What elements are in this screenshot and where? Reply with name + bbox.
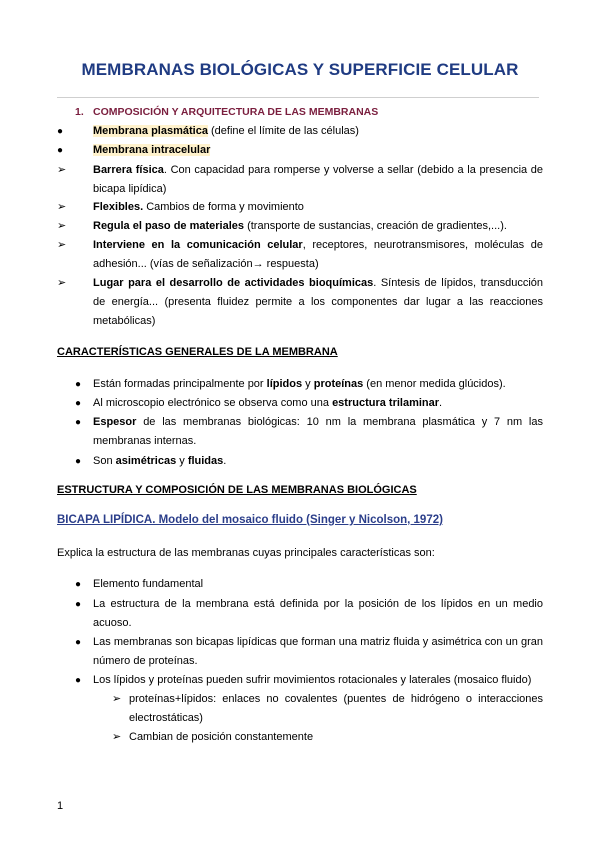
arrow-icon: ➢ [112,693,122,705]
highlighted-term: Membrana intracelular [93,144,211,156]
list-item [57,413,543,451]
item-text: . Síntesis de lípidos, transducción de energía... (presenta fluidez permite a los componentes dar lugar a las reacciones metabólicas) [93,277,543,327]
highlighted-term: Membrana plasmática [93,125,208,137]
item-text: de las membranas biológicas: 10 nm la membrana plasmática y 7 nm las membranas internas. [93,416,543,447]
item-text: Elemento fundamental [93,578,204,590]
item-text: , receptores, neurotransmisores, moléculas de adhesión... (vías de señalización→ respuesta) [93,239,543,270]
section-1-title: COMPOSICIÓN Y ARQUITECTURA DE LAS MEMBRANAS [93,106,379,118]
list-item [57,217,543,236]
item-text: (transporte de sustancias, creación de gradientes,...). [244,220,507,232]
bold-term: Interviene en la comunicación celular [93,239,303,251]
item-text: proteínas+lípidos: enlaces no covalentes (puentes de hidrógeno o interacciones electrostáticas) [129,693,543,724]
page-number: 1 [57,800,64,812]
list-item [57,633,543,671]
bullet-icon: ● [75,379,82,390]
arrow-icon: ➢ [57,201,67,213]
item-text: . Con capacidad para romperse y volverse a sellar (debido a la presencia de bicapa lipídica) [93,164,543,195]
item-text: Las membranas son bicapas lipídicas que forman una matriz fluida y asimétrica con un gran número de proteínas. [93,636,543,667]
arrow-icon: ➢ [112,731,122,743]
bold-term: proteínas [313,378,364,390]
list-item [57,236,543,274]
section-number: 1. [75,106,84,118]
bullet-icon: ● [75,599,82,610]
item-text: (en menor medida glúcidos). [363,378,506,390]
arrow-icon: ➢ [57,220,67,232]
item-text: y [302,378,314,390]
intro-paragraph: Explica la estructura de las membranas cuyas principales características son: [57,547,435,559]
arrow-icon: ➢ [57,239,67,251]
bullet-icon: ● [75,398,82,409]
bullet-icon: ● [57,126,64,137]
bold-term: asimétricas [115,455,177,467]
list-item [57,141,543,160]
bold-term: estructura trilaminar [332,397,440,409]
bullet-icon: ● [75,579,82,590]
page-title: MEMBRANAS BIOLÓGICAS Y SUPERFICIE CELULAR [81,60,519,79]
item-text: Al microscopio electrónico se observa como una [93,397,333,409]
bold-term: Flexibles. [93,201,144,213]
bold-term: Espesor [93,416,137,428]
bullet-icon: ● [57,145,64,156]
section-1-heading [57,103,543,122]
sub-list-item [57,690,543,728]
bold-term: Regula el paso de materiales [93,220,245,232]
item-text: . [223,455,227,467]
arrow-icon: ➢ [57,164,67,176]
bold-term: Barrera física [93,164,164,176]
subsection-heading-bicapa: BICAPA LIPÍDICA. Modelo del mosaico fluido (Singer y Nicolson, 1972) [57,514,443,526]
bold-term: fluidas [187,455,224,467]
title-divider [57,97,539,98]
item-text: La estructura de la membrana está definida por la posición de los lípidos en un medio acuoso. [93,598,543,629]
bullet-icon: ● [75,675,82,686]
bullet-icon: ● [75,456,82,467]
bullet-icon: ● [75,417,82,428]
arrow-icon: ➢ [57,277,67,289]
item-text: Los lípidos y proteínas pueden sufrir movimientos rotacionales y laterales (mosaico fluido) [93,674,532,686]
item-text: . [439,397,443,409]
item-text: Son [93,455,116,467]
section-heading-caracteristicas: CARACTERÍSTICAS GENERALES DE LA MEMBRANA [57,346,338,358]
list-item [57,274,543,331]
item-text: (define el límite de las células) [207,125,359,137]
list-item [57,671,543,690]
item-text: Cambios de forma y movimiento [143,201,304,213]
list-item [57,198,543,217]
item-text: Están formadas principalmente por [93,378,267,390]
section-heading-estructura: ESTRUCTURA Y COMPOSICIÓN DE LAS MEMBRANAS BIOLÓGICAS [57,484,417,496]
bold-term: lípidos [266,378,303,390]
sub-list-item [57,728,543,747]
bold-term: Lugar para el desarrollo de actividades bioquímicas [93,277,374,289]
list-item [57,161,543,199]
list-item [57,595,543,633]
list-item [57,375,543,394]
item-text: Cambian de posición constantemente [129,731,314,743]
list-item [57,122,543,141]
bullet-icon: ● [75,637,82,648]
list-item [57,394,543,413]
list-item [57,575,543,594]
list-item [57,452,543,471]
item-text: y [176,455,188,467]
